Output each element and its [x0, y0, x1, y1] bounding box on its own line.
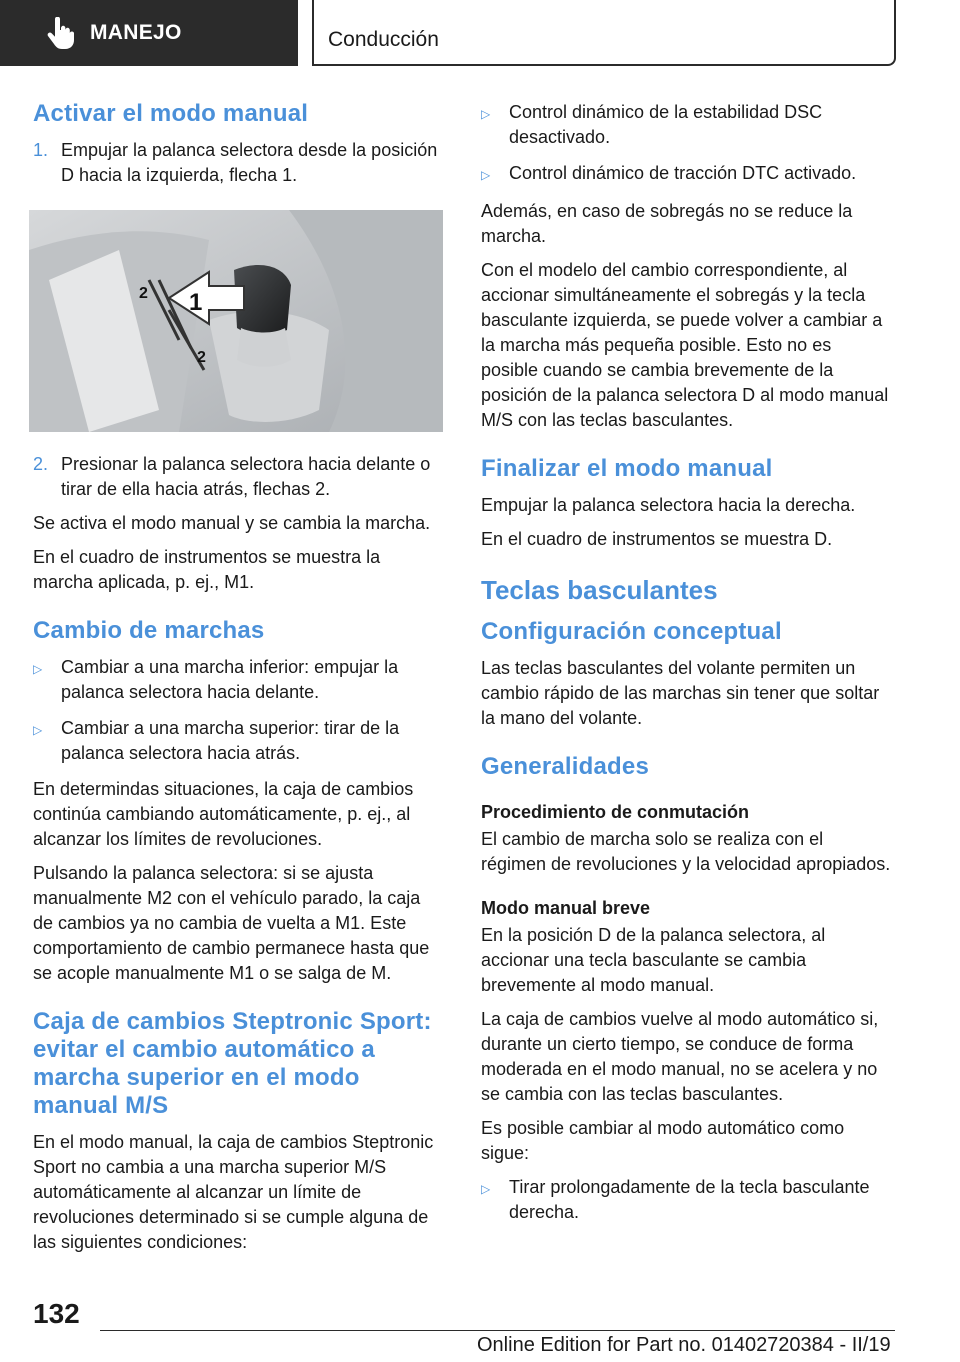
paragraph: Con el modelo del cambio correspondiente, al accionar simultáneamente el sobregás y la tecla basculante izquierda, se puede volver a cambiar a la marcha más pequeña posible. Esto no es posible cuando se cambia brevemente de la posición de la palanca selectora D al modo manual M/S con las teclas basculantes.	[481, 260, 889, 430]
heading-configuracion-conceptual: Configuración conceptual	[481, 618, 782, 645]
bullet-item	[33, 655, 445, 705]
bullet-text: Control dinámico de la estabilidad DSC desactivado.	[509, 102, 823, 147]
chapter-tab	[312, 0, 896, 66]
section-tab	[0, 0, 298, 66]
paragraph: En la posición D de la palanca selectora, al accionar una tecla basculante se cambia brevemente al modo manual.	[481, 925, 826, 995]
paragraph: En el cuadro de instrumentos se muestra D.	[481, 529, 833, 549]
heading-finalizar-modo-manual: Finalizar el modo manual	[481, 455, 773, 482]
paragraph: Empujar la palanca selectora hacia la derecha.	[481, 495, 856, 515]
bullet-text: Cambiar a una marcha superior: tirar de la palanca selectora hacia atrás.	[61, 718, 400, 763]
subheading-modo-manual-breve: Modo manual breve	[481, 898, 651, 918]
triangle-bullet-icon: ▷	[481, 107, 491, 121]
bullet-item	[481, 1175, 893, 1225]
footer-divider	[100, 1330, 895, 1331]
bullet-text: Control dinámico de tracción DTC activado.	[509, 163, 857, 183]
heading-caja-de-cambios-steptronic: Caja de cambios Steptronic Sport: evitar el cambio automático a marcha superior en el modo manual M/S	[33, 1008, 432, 1119]
heading-activar-modo-manual: Activar el modo manual	[33, 100, 309, 127]
paragraph: Además, en caso de sobregás no se reduce la marcha.	[481, 201, 853, 246]
step-text: Presionar la palanca selectora hacia delante o tirar de ella hacia atrás, flechas 2.	[61, 454, 431, 499]
heading-teclas-basculantes: Teclas basculantes	[481, 575, 718, 605]
chapter-title: Conducción	[328, 28, 439, 51]
paragraph: En el modo manual, la caja de cambios Steptronic Sport no cambia a una marcha superior M/S automáticamente al alcanzar un límite de revoluciones determinado si se cumple alguna de las siguientes condiciones:	[33, 1132, 434, 1252]
bullet-item	[33, 716, 445, 766]
bullet-text: Cambiar a una marcha inferior: empujar la palanca selectora hacia delante.	[61, 657, 399, 702]
paragraph: La caja de cambios vuelve al modo automático si, durante un cierto tiempo, se conduce de forma moderada en el modo manual, no se acelera y no se cambia con las teclas basculantes.	[481, 1009, 879, 1104]
bullet-text: Tirar prolongadamente de la tecla basculante derecha.	[509, 1177, 870, 1222]
subheading-procedimiento: Procedimiento de conmutación	[481, 802, 750, 822]
heading-cambio-de-marchas: Cambio de marchas	[33, 617, 265, 644]
bullet-item	[481, 161, 893, 188]
paragraph: Pulsando la palanca selectora: si se ajusta manualmente M2 con el vehículo parado, la caja de cambios ya no cambia de vuelta a M1. Este comportamiento de cambio permanece hasta que se acople manualmente M1 o se salga de M.	[33, 863, 430, 983]
step-number: 1.	[33, 140, 49, 160]
edition-note: Online Edition for Part no. 01402720384 - II/19	[477, 1334, 891, 1356]
step-number: 2.	[33, 454, 49, 474]
paragraph: En el cuadro de instrumentos se muestra la marcha aplicada, p. ej., M1.	[33, 547, 381, 592]
section-title: MANEJO	[90, 21, 182, 44]
hand-pointer-icon	[40, 13, 80, 53]
page-number: 132	[33, 1298, 80, 1329]
step-2	[33, 452, 445, 502]
gear-selector-photo	[29, 210, 443, 432]
heading-generalidades: Generalidades	[481, 753, 650, 780]
left-column	[33, 100, 445, 1264]
triangle-bullet-icon: ▷	[33, 662, 43, 676]
arrow-2b-label: 2	[197, 349, 206, 366]
triangle-bullet-icon: ▷	[33, 723, 43, 737]
bullet-item	[481, 100, 893, 150]
paragraph: Las teclas basculantes del volante permiten un cambio rápido de las marchas sin tener que soltar la mano del volante.	[481, 658, 880, 728]
triangle-bullet-icon: ▷	[481, 168, 491, 182]
paragraph: El cambio de marcha solo se realiza con el régimen de revoluciones y la velocidad apropiados.	[481, 829, 891, 874]
arrow-2a-label: 2	[139, 285, 148, 302]
paragraph: Se activa el modo manual y se cambia la marcha.	[33, 513, 431, 533]
step-1	[33, 138, 445, 188]
step-text: Empujar la palanca selectora desde la posición D hacia la izquierda, flecha 1.	[61, 140, 438, 185]
arrow-1-label: 1	[189, 289, 203, 316]
paragraph: Es posible cambiar al modo automático como sigue:	[481, 1118, 845, 1163]
right-column	[481, 100, 893, 1236]
paragraph: En determindas situaciones, la caja de cambios continúa cambiando automáticamente, p. ej., al alcanzar los límites de revoluciones.	[33, 779, 414, 849]
triangle-bullet-icon: ▷	[481, 1182, 491, 1196]
